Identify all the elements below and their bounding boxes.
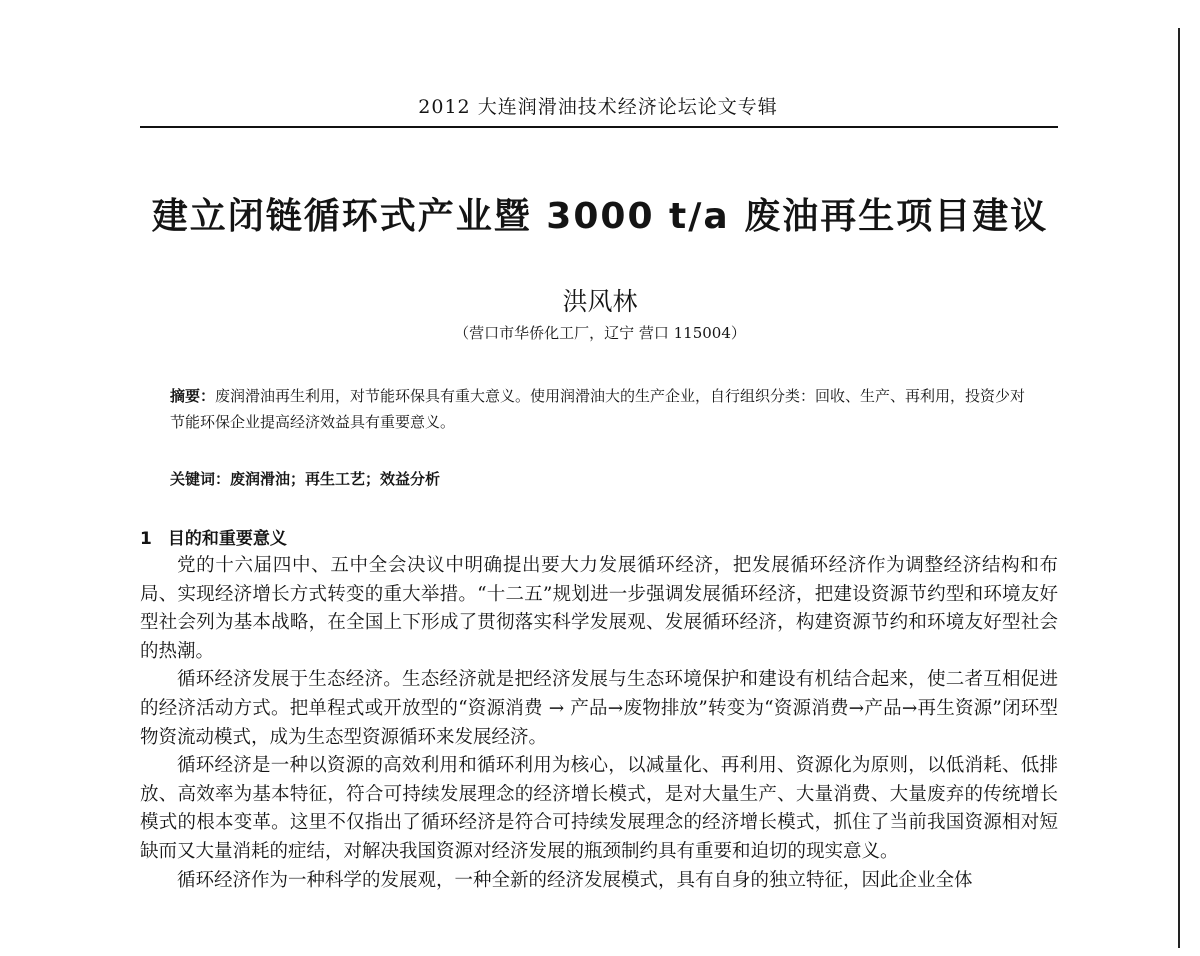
section-title: 目的和重要意义 <box>167 529 287 549</box>
abstract-label: 摘要： <box>170 387 216 405</box>
section-body <box>140 552 1058 895</box>
body-paragraph: 循环经济是一种以资源的高效利用和循环利用为核心，以减量化、再利用、资源化为原则，以低消耗、低排放、高效率为基本特征，符合可持续发展理念的经济增长模式，是对大量生产、大量消费、大量废弃的传统增长模式的根本变革。这里不仅指出了循环经济是符合可持续发展理念的经济增长模式，抓住了当前我国资源相对短缺而又大量消耗的症结，对解决我国资源对经济发展的瓶颈制约具有重要和迫切的现实意义。 <box>140 755 1058 862</box>
abstract-text: 废润滑油再生利用，对节能环保具有重大意义。使用润滑油大的生产企业，自行组织分类：回收、生产、再利用，投资少对节能环保企业提高经济效益具有重要意义。 <box>170 387 1026 431</box>
page-edge-line <box>1178 28 1180 948</box>
author-name: 洪风林 <box>562 287 638 316</box>
keywords <box>170 468 1032 489</box>
author-affiliation: （营口市华侨化工厂，辽宁 营口 115004） <box>454 324 746 342</box>
body-paragraph: 循环经济发展于生态经济。生态经济就是把经济发展与生态环境保护和建设有机结合起来，使二者互相促进的经济活动方式。把单程式或开放型的“资源消费 → 产品→废物排放”转变为“资源消费→产品→再生资源”闭环型物资流动模式，成为生态型资源循环来发展经济。 <box>140 669 1058 748</box>
abstract <box>170 383 1032 435</box>
body-paragraph: 循环经济作为一种科学的发展观，一种全新的经济发展模式，具有自身的独立特征，因此企业全体 <box>177 869 973 891</box>
keywords-text: 废润滑油；再生工艺；效益分析 <box>230 470 441 488</box>
keywords-label: 关键词： <box>170 470 231 488</box>
running-header: 2012 大连润滑油技术经济论坛论文专辑 <box>418 96 778 118</box>
section-number: 1 <box>140 529 152 549</box>
header-rule <box>140 126 1058 128</box>
section-heading <box>140 524 287 549</box>
article-title: 建立闭链循环式产业暨 3000 t/a 废油再生项目建议 <box>151 196 1049 237</box>
body-paragraph: 党的十六届四中、五中全会决议中明确提出要大力发展循环经济，把发展循环经济作为调整经济结构和布局、实现经济增长方式转变的重大举措。“十二五”规划进一步强调发展循环经济，把建设资源节约型和环境友好型社会列为基本战略，在全国上下形成了贯彻落实科学发展观、发展循环经济，构建资源节约和环境友好型社会的热潮。 <box>140 555 1058 662</box>
